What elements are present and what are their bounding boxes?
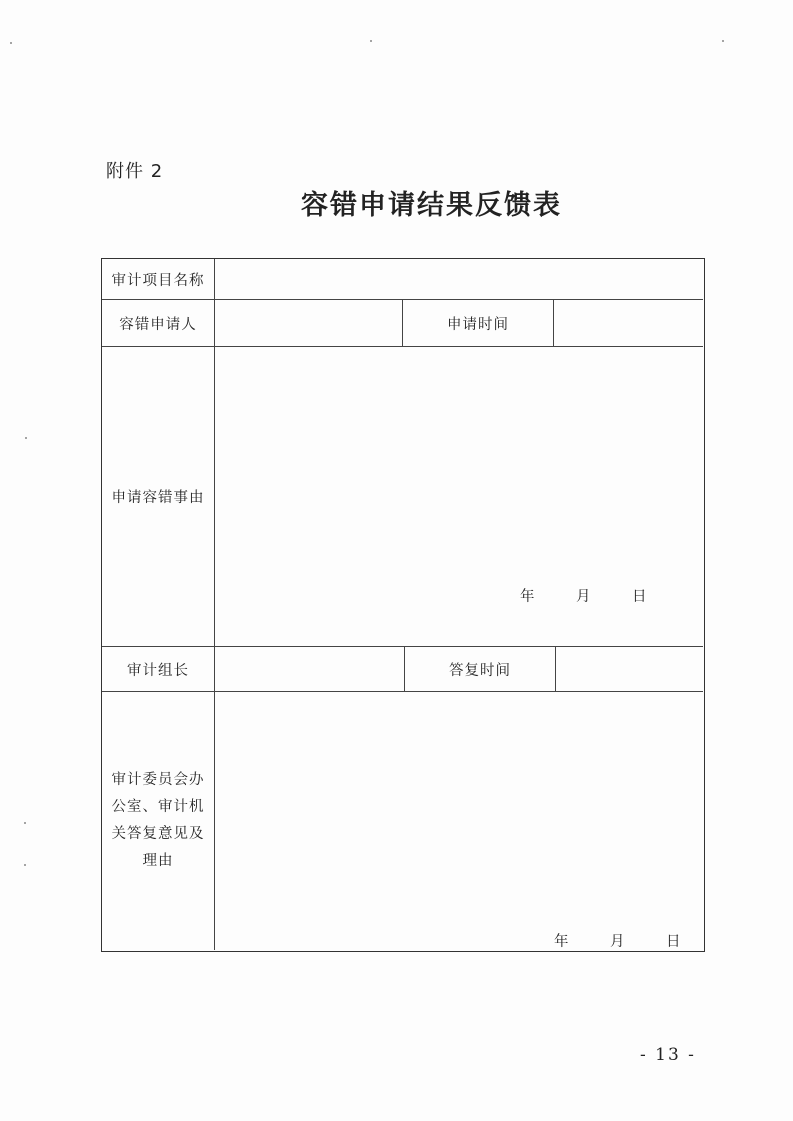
reply-label (102, 692, 214, 950)
reply-label-line: 审计委员会办 (111, 772, 205, 788)
reply-time-field[interactable] (556, 647, 703, 691)
attachment-label: 附件 2 (106, 161, 164, 182)
month-mark: 月 (576, 589, 591, 605)
apply-time-label: 申请时间 (447, 316, 509, 333)
feedback-form-table (101, 258, 705, 952)
scan-speck (24, 864, 26, 866)
reply-time-label: 答复时间 (449, 662, 511, 679)
team-leader-label: 审计组长 (127, 662, 189, 679)
scan-speck (10, 42, 12, 44)
reason-label: 申请容错事由 (111, 490, 205, 506)
page-number: - 13 - (640, 1045, 696, 1065)
day-mark: 日 (666, 934, 681, 950)
month-mark: 月 (610, 934, 625, 950)
reason-date (520, 585, 647, 606)
team-leader-field[interactable] (215, 647, 404, 691)
applicant-label: 容错申请人 (119, 316, 197, 333)
scan-speck (722, 40, 724, 42)
day-mark: 日 (632, 589, 647, 605)
reply-date (554, 930, 681, 951)
project-name-field[interactable] (215, 259, 703, 299)
project-name-label: 审计项目名称 (111, 272, 205, 289)
reply-field[interactable] (215, 692, 703, 950)
applicant-field[interactable] (215, 300, 402, 346)
year-mark: 年 (554, 934, 569, 950)
form-title: 容错申请结果反馈表 (301, 190, 562, 221)
scan-speck (370, 40, 372, 42)
reply-label-line: 关答复意见及 (111, 826, 205, 842)
scan-speck (24, 822, 26, 824)
year-mark: 年 (520, 589, 535, 605)
reply-label-line: 公室、审计机 (111, 799, 205, 815)
apply-time-field[interactable] (554, 300, 703, 346)
scan-speck (25, 437, 27, 439)
reply-label-line: 理由 (142, 853, 174, 869)
